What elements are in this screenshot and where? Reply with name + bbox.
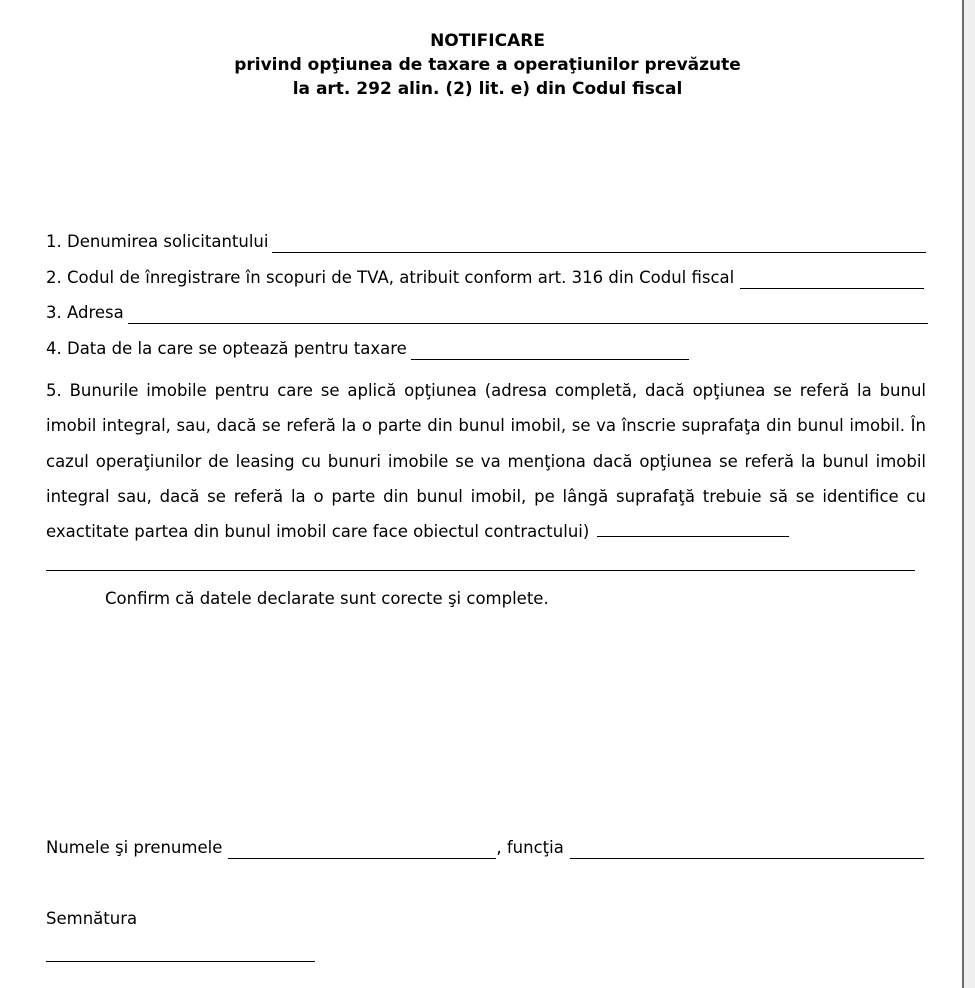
document-subtitle-line-2: la art. 292 alin. (2) lit. e) din Codul fiscal — [292, 79, 683, 99]
signature-label: Semnătura — [46, 909, 138, 928]
field-properties-blank[interactable] — [597, 522, 789, 537]
field-option-date — [46, 338, 926, 360]
document-title: NOTIFICARE — [430, 31, 545, 51]
field-function-blank[interactable] — [570, 841, 924, 859]
field-properties-text: 5. Bunurile imobile pentru care se aplică opţiunea (adresa completă, dacă opţiunea se referă la bunul imobil integral, sau, dacă se referă la o parte din bunul imobil, se va înscrie suprafaţa din bunul imobil. În cazul operaţiunilor de leasing cu bunuri imobile se va menţiona dacă opţiunea se referă la bunul imobil integral sau, dacă se referă la o parte din bunul imobil, pe lângă suprafaţă trebuie să se identifice cu exactitate partea din bunul imobil care face obiectul contractului) — [46, 381, 926, 542]
field-option-date-label: 4. Data de la care se optează pentru taxare — [46, 339, 407, 358]
document-subtitle-line-1: privind opţiunea de taxare a operaţiunilor prevăzute — [234, 55, 741, 75]
field-properties — [46, 373, 926, 549]
field-applicant-name-label: 1. Denumirea solicitantului — [46, 232, 269, 251]
field-properties-continuation-line[interactable] — [46, 570, 915, 571]
field-option-date-blank[interactable] — [411, 342, 689, 360]
window-right-edge — [962, 0, 975, 988]
field-vat-code — [46, 267, 926, 289]
signature-line[interactable] — [46, 961, 315, 962]
field-name-function — [46, 837, 924, 859]
field-vat-code-label: 2. Codul de înregistrare în scopuri de TVA, atribuit conform art. 316 din Codul fiscal — [46, 268, 735, 287]
field-address — [46, 302, 928, 324]
field-function-label: , funcţia — [496, 838, 564, 857]
field-vat-code-blank[interactable] — [740, 271, 924, 289]
field-address-blank[interactable] — [128, 306, 928, 324]
field-name-label: Numele şi prenumele — [46, 838, 223, 857]
confirmation-statement: Confirm că datele declarate sunt corecte şi complete. — [105, 589, 549, 608]
field-applicant-name-blank[interactable] — [272, 235, 926, 253]
field-name-blank[interactable] — [228, 841, 496, 859]
field-address-label: 3. Adresa — [46, 303, 124, 322]
field-applicant-name — [46, 231, 926, 253]
